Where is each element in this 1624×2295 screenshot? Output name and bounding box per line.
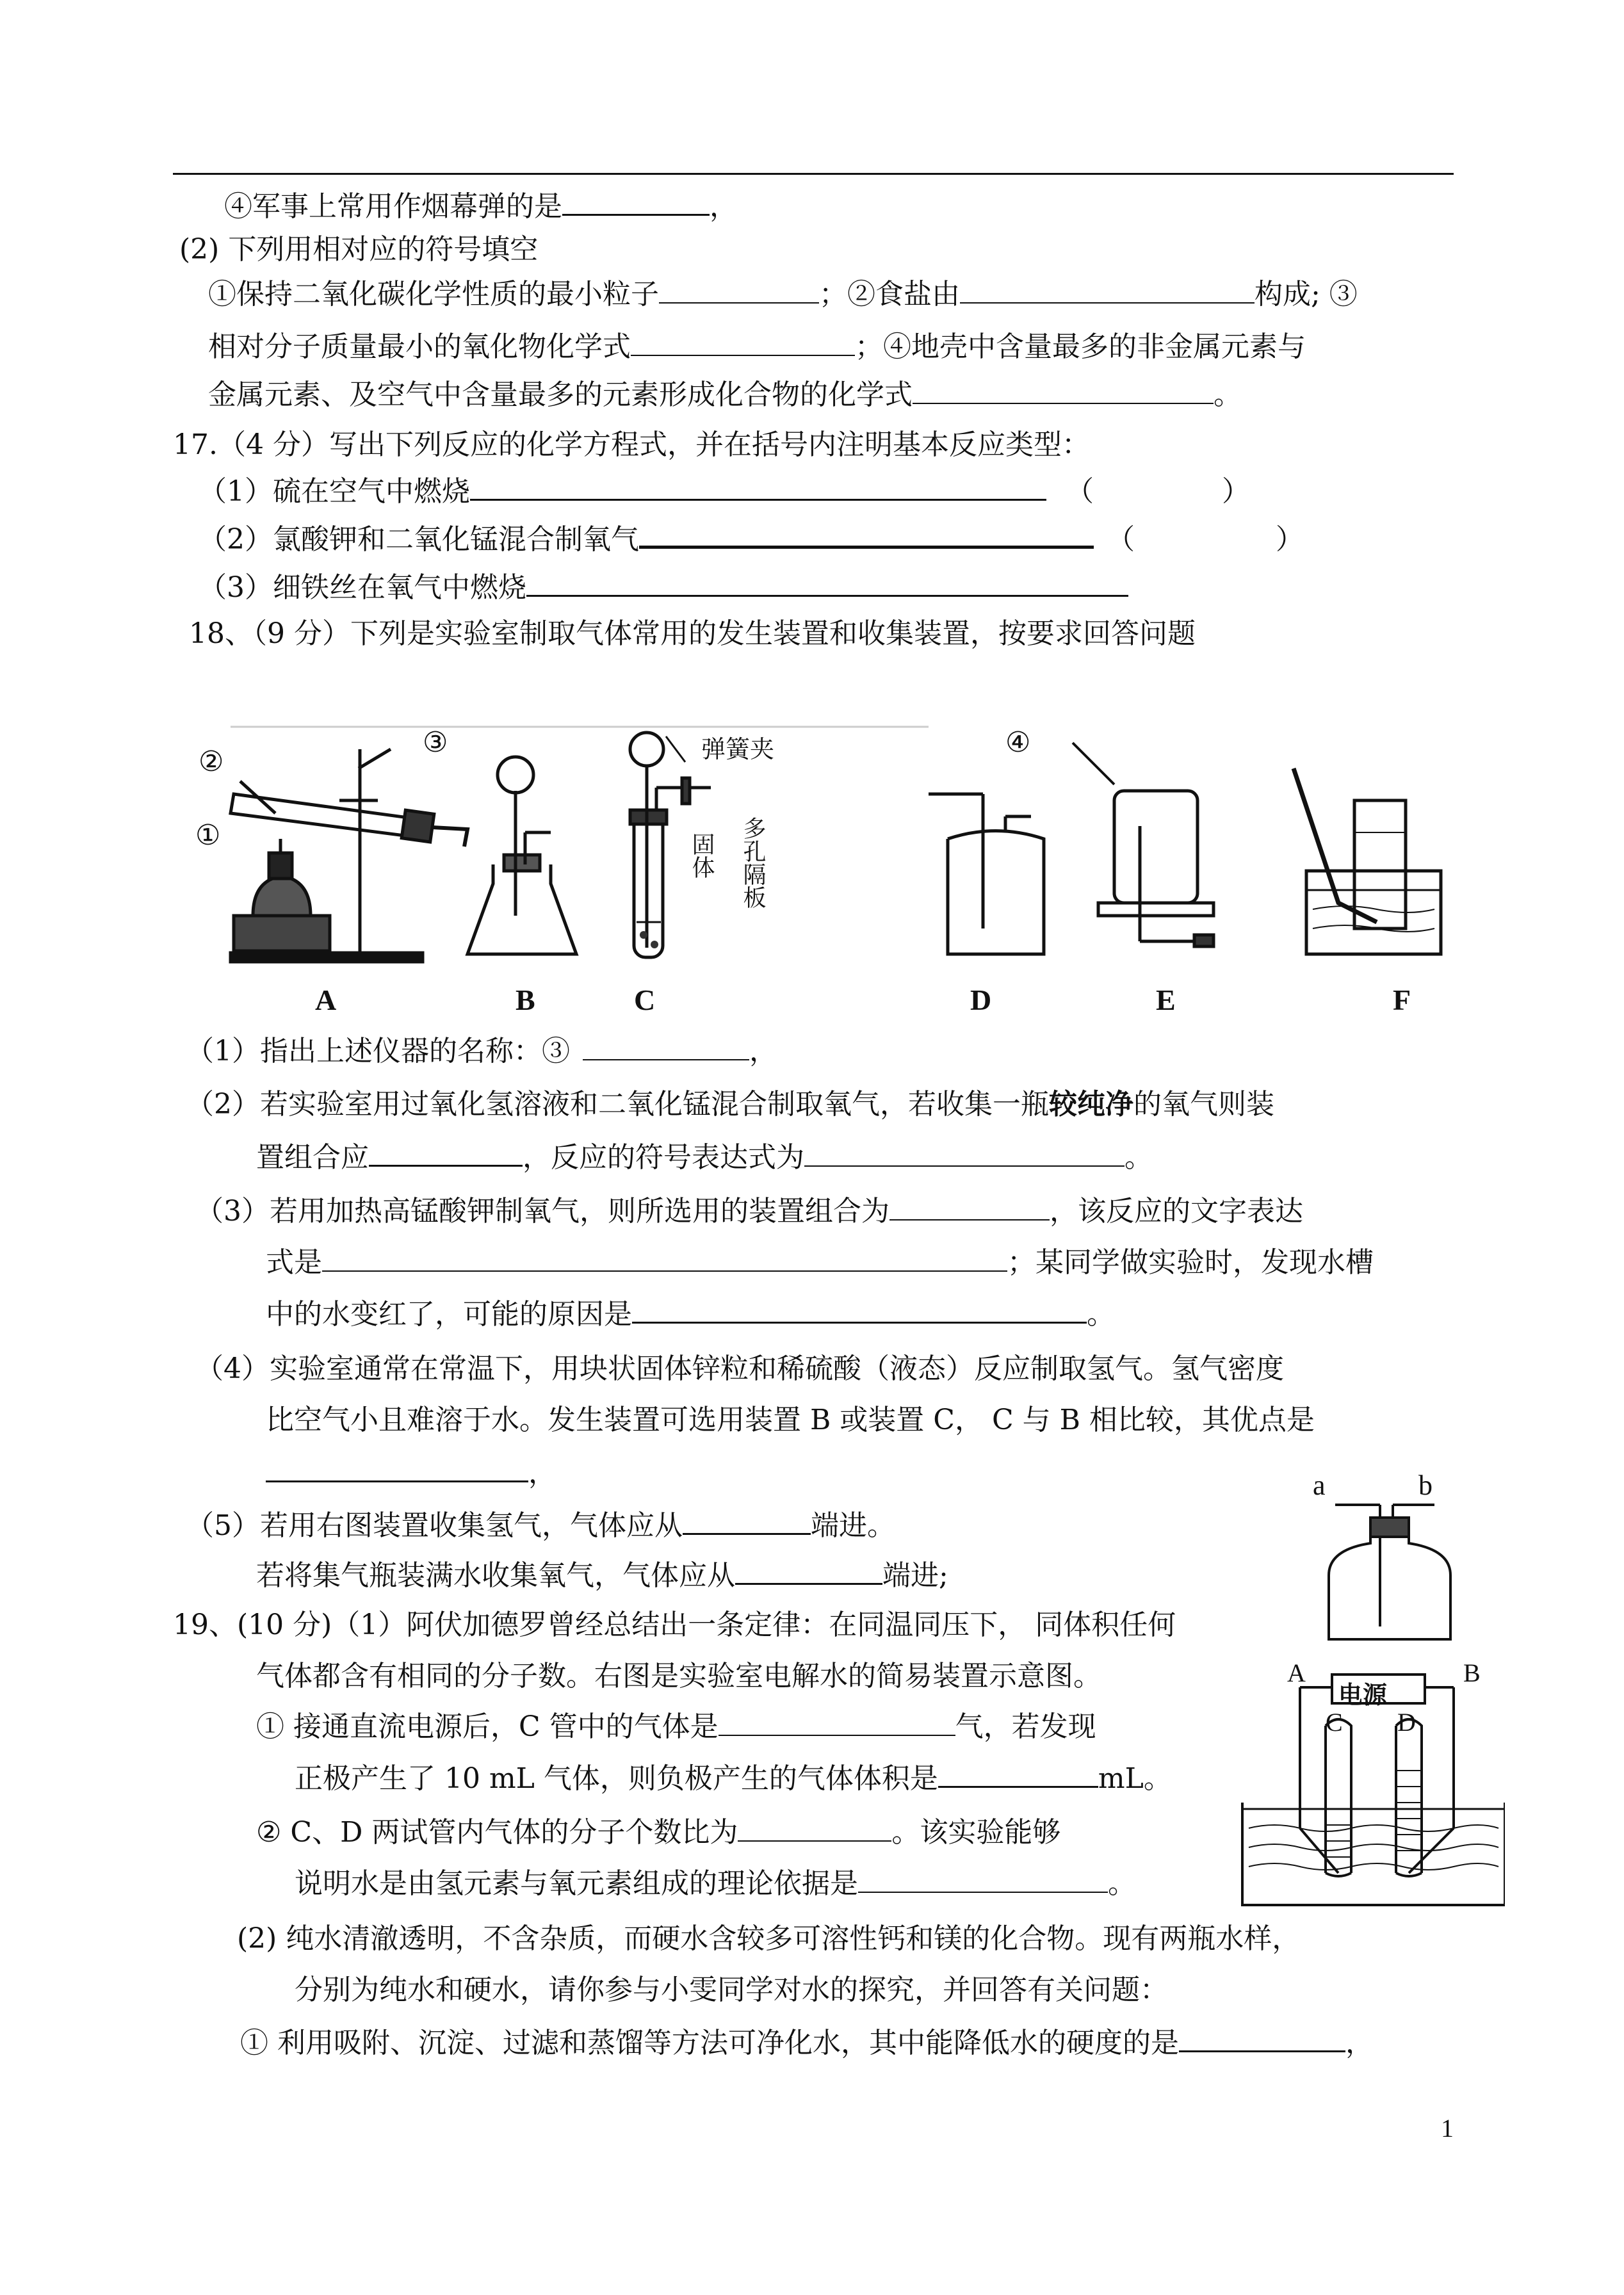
elec-label-A: A bbox=[1287, 1658, 1306, 1687]
page-number: 1 bbox=[1441, 2114, 1454, 2143]
q19-blank-hardness[interactable] bbox=[1179, 2022, 1345, 2052]
label-spring-clip: 弹簧夹 bbox=[701, 735, 775, 763]
q17-r2: （2）氯酸钾和二氧化锰混合制氧气 （ ） bbox=[199, 517, 1304, 559]
apparatus-B: B bbox=[516, 984, 535, 1016]
elec-label-power: 电源 bbox=[1338, 1680, 1388, 1709]
gas-bottle-figure bbox=[1310, 1479, 1463, 1646]
apparatus-figure bbox=[192, 711, 1473, 980]
q16-line1: ①保持二氧化碳化学性质的最小粒子 ；②食盐由 构成; ③ bbox=[208, 274, 1358, 314]
apparatus-A: A bbox=[315, 984, 337, 1016]
q19-line9: ① 利用吸附、沉淀、过滤和蒸馏等方法可净化水，其中能降低水的硬度的是 ， bbox=[240, 2022, 1374, 2063]
q18-blank-instrument[interactable] bbox=[583, 1031, 749, 1060]
q18-blank-advantage[interactable] bbox=[266, 1452, 528, 1482]
q16-line2: 相对分子质量最小的氧化物化学式 ；④地壳中含量最多的非金属元素与 bbox=[208, 327, 1306, 366]
apparatus-D: D bbox=[970, 984, 992, 1016]
q18-p3-line3: 中的水变红了，可能的原因是 。 bbox=[266, 1293, 1115, 1334]
q18-p5-line1: （5）若用右图装置收集氢气，气体应从 端进。 bbox=[186, 1505, 895, 1545]
q18-blank-o2-inlet[interactable] bbox=[735, 1555, 882, 1585]
q19-blank-basis[interactable] bbox=[858, 1863, 1108, 1893]
q19-line2: 气体都含有相同的分子数。右图是实验室电解水的简易装置示意图。 bbox=[256, 1660, 1101, 1692]
q18-blank-h2-inlet[interactable] bbox=[683, 1505, 811, 1535]
q18-blank-combo[interactable] bbox=[369, 1137, 523, 1167]
q18-title: 18、（9 分）下列是实验室制取气体常用的发生装置和收集装置，按要求回答问题 bbox=[189, 617, 1196, 650]
q19-line1: 19、(10 分)（1）阿伏加德罗曾经总结出一条定律：在同温同压下， 同体积任何 bbox=[173, 1609, 1176, 1641]
q18-p3-line2: 式是 ；某同学做实验时，发现水槽 bbox=[266, 1242, 1374, 1282]
q18-p4-line2: 比空气小且难溶于水。发生装置可选用装置 B 或装置 C， C 与 B 相比较，其优点是 bbox=[266, 1404, 1315, 1436]
label-solid: 固体 bbox=[688, 832, 715, 879]
q17-blank-2[interactable] bbox=[639, 517, 1094, 549]
q18-p2-line2: 置组合应 ，反应的符号表达式为 。 bbox=[256, 1137, 1153, 1177]
elec-label-D: D bbox=[1397, 1708, 1416, 1737]
q19-line6: 说明水是由氢元素与氧元素组成的理论依据是 。 bbox=[295, 1863, 1136, 1903]
label-circ1: ① bbox=[195, 819, 221, 852]
q19-blank-c-gas[interactable] bbox=[719, 1707, 955, 1736]
q16-part2: (2) 下列用相对应的符号填空 bbox=[179, 233, 539, 266]
q18-blank-equation[interactable] bbox=[804, 1137, 1125, 1167]
q19-line5: ② C、D 两试管内气体的分子个数比为 。该实验能够 bbox=[256, 1812, 1060, 1852]
label-circ3: ③ bbox=[423, 726, 448, 759]
apparatus-C: C bbox=[634, 984, 656, 1016]
q18-p3-line1: （3）若用加热高锰酸钾制氧气，则所选用的装置组合为 ，该反应的文字表达 bbox=[195, 1191, 1303, 1231]
q17-title: 17.（4 分）写出下列反应的化学方程式，并在括号内注明基本反应类型： bbox=[173, 428, 1090, 461]
q16-blank-compound[interactable] bbox=[913, 375, 1214, 404]
q16-line3: 金属元素、及空气中含量最多的元素形成化合物的化学式 。 bbox=[208, 375, 1242, 414]
q18-p5-line2: 若将集气瓶装满水收集氧气，气体应从 端进; bbox=[256, 1555, 948, 1595]
q19-line8: 分别为纯水和硬水，请你参与小雯同学对水的探究，并回答有关问题： bbox=[295, 1974, 1168, 2006]
header-rule bbox=[173, 173, 1454, 175]
q18-blank-kmno4-combo[interactable] bbox=[889, 1191, 1050, 1220]
q16-item4: ④军事上常用作烟幕弹的是 ， bbox=[224, 186, 738, 226]
q16-blank-salt[interactable] bbox=[960, 274, 1255, 304]
q19-line4: 正极产生了 10 mL 气体，则负极产生的气体体积是 mL。 bbox=[295, 1758, 1172, 1798]
label-porous: 多孔隔板 bbox=[740, 816, 766, 909]
apparatus-F: F bbox=[1393, 984, 1411, 1016]
q19-blank-volume[interactable] bbox=[938, 1758, 1098, 1788]
elec-label-B: B bbox=[1463, 1658, 1481, 1687]
q17-r1: （1）硫在空气中燃烧 （ ） bbox=[199, 471, 1250, 511]
label-circ4: ④ bbox=[1005, 726, 1031, 759]
bottle-label-a: a bbox=[1313, 1470, 1326, 1501]
q18-p1: （1）指出上述仪器的名称：③ ， bbox=[186, 1031, 777, 1071]
q19-blank-ratio[interactable] bbox=[738, 1812, 891, 1842]
q16-item4-text: ④军事上常用作烟幕弹的是 bbox=[224, 190, 562, 223]
q19-line7: (2) 纯水清澈透明，不含杂质，而硬水含较多可溶性钙和镁的化合物。现有两瓶水样， bbox=[237, 1922, 1301, 1955]
elec-label-C: C bbox=[1326, 1708, 1343, 1737]
q18-p4-line1: （4）实验室通常在常温下，用块状固体锌粒和稀硫酸（液态）反应制取氢气。氢气密度 bbox=[195, 1352, 1284, 1385]
q19-line3: ① 接通直流电源后，C 管中的气体是 气，若发现 bbox=[256, 1707, 1096, 1746]
apparatus-E: E bbox=[1156, 984, 1176, 1016]
q16-item4-blank[interactable] bbox=[562, 186, 710, 216]
bottle-label-b: b bbox=[1418, 1470, 1433, 1501]
label-circ2: ② bbox=[199, 745, 224, 778]
q18-p2-line1: （2）若实验室用过氧化氢溶液和二氧化锰混合制取氧气，若收集一瓶较纯净的氧气则装 bbox=[186, 1088, 1274, 1121]
q18-blank-reason[interactable] bbox=[632, 1293, 1087, 1324]
q17-r3: （3）细铁丝在氧气中燃烧 bbox=[199, 567, 1128, 607]
q17-blank-1[interactable] bbox=[470, 471, 1046, 501]
q18-blank-word-equation[interactable] bbox=[322, 1242, 1007, 1272]
q16-blank-oxide[interactable] bbox=[631, 327, 855, 356]
q16-blank-co2-particle[interactable] bbox=[659, 274, 819, 304]
q17-blank-3[interactable] bbox=[526, 567, 1128, 597]
q18-p4-line3: ， bbox=[266, 1452, 556, 1493]
